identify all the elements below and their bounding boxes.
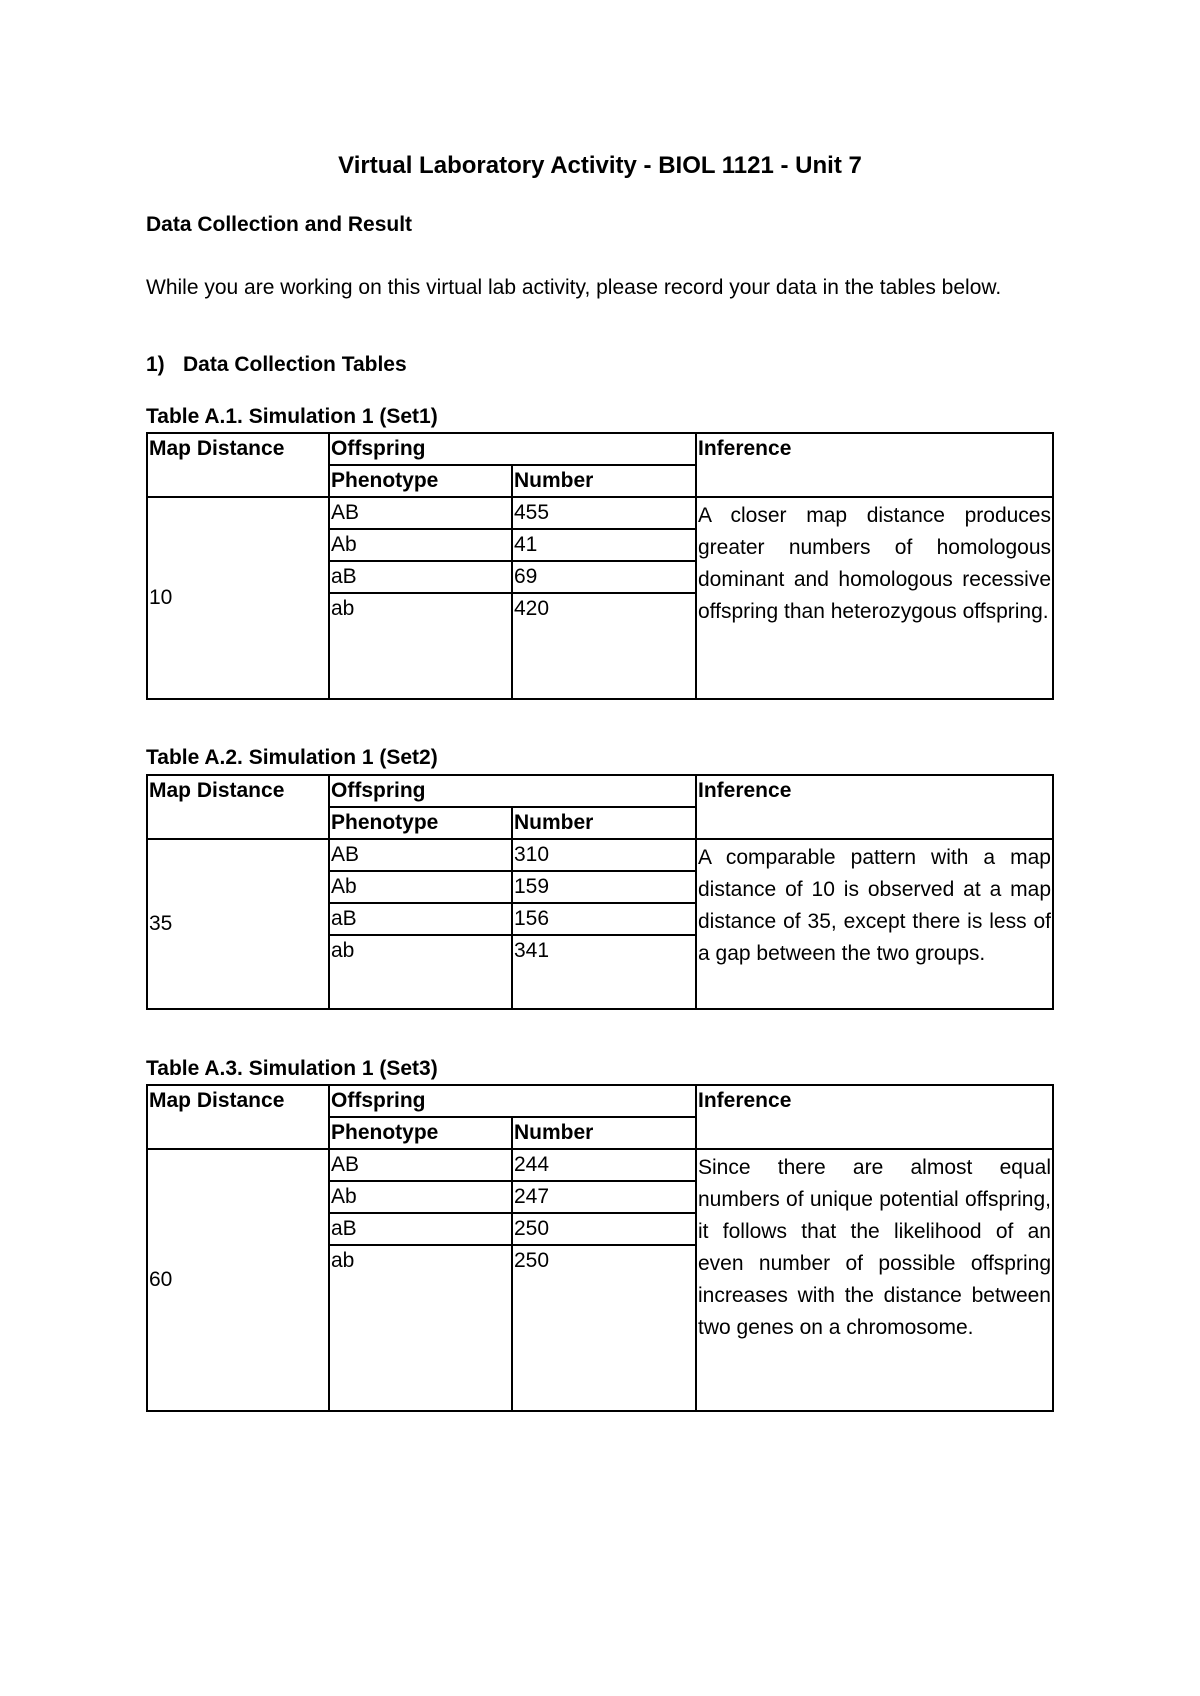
number-cell: 69 — [512, 561, 696, 593]
data-table-2 — [146, 774, 1054, 1010]
map-distance-header: Map Distance — [147, 775, 329, 839]
table-row — [147, 497, 1053, 529]
map-distance-value: 35 — [147, 839, 329, 1009]
inference-header: Inference — [696, 433, 1053, 497]
number-cell: 250 — [512, 1245, 696, 1411]
phenotype-cell: aB — [329, 1213, 512, 1245]
inference-text: Since there are almost equal numbers of unique potential offspring, it follows that the likelihood of an even number of possible offspring increases with the distance between two genes on a chromosome. — [696, 1149, 1053, 1411]
table-caption-2: Table A.2. Simulation 1 (Set2) — [146, 746, 438, 769]
subsection-heading — [146, 350, 407, 380]
table-row — [147, 839, 1053, 871]
number-cell: 244 — [512, 1149, 696, 1181]
number-cell: 455 — [512, 497, 696, 529]
phenotype-cell: AB — [329, 839, 512, 871]
phenotype-cell: aB — [329, 561, 512, 593]
number-header: Number — [512, 465, 696, 497]
table-row — [147, 1149, 1053, 1181]
number-cell: 159 — [512, 871, 696, 903]
phenotype-cell: AB — [329, 1149, 512, 1181]
inference-text: A closer map distance produces greater numbers of homologous dominant and homologous recessive offspring than heterozygous offspring. — [696, 497, 1053, 699]
offspring-header: Offspring — [329, 433, 696, 465]
map-distance-header: Map Distance — [147, 433, 329, 497]
number-cell: 250 — [512, 1213, 696, 1245]
inference-text: A comparable pattern with a map distance of 10 is observed at a map distance of 35, except there is less of a gap between the two groups. — [696, 839, 1053, 1009]
phenotype-cell: AB — [329, 497, 512, 529]
offspring-header: Offspring — [329, 775, 696, 807]
inference-header: Inference — [696, 1085, 1053, 1149]
number-cell: 247 — [512, 1181, 696, 1213]
number-header: Number — [512, 807, 696, 839]
phenotype-cell: ab — [329, 1245, 512, 1411]
number-header: Number — [512, 1117, 696, 1149]
subsection-number: 1) — [146, 353, 165, 376]
phenotype-cell: aB — [329, 903, 512, 935]
phenotype-header: Phenotype — [329, 807, 512, 839]
data-table-3 — [146, 1084, 1054, 1412]
map-distance-value: 10 — [147, 497, 329, 699]
offspring-header: Offspring — [329, 1085, 696, 1117]
number-cell: 420 — [512, 593, 696, 699]
number-cell: 341 — [512, 935, 696, 1009]
table-caption-1: Table A.1. Simulation 1 (Set1) — [146, 405, 438, 428]
phenotype-cell: Ab — [329, 1181, 512, 1213]
number-cell: 310 — [512, 839, 696, 871]
map-distance-value: 60 — [147, 1149, 329, 1411]
table-caption-3: Table A.3. Simulation 1 (Set3) — [146, 1057, 438, 1080]
phenotype-header: Phenotype — [329, 465, 512, 497]
section-heading: Data Collection and Result — [146, 213, 413, 236]
number-cell: 41 — [512, 529, 696, 561]
subsection-title: Data Collection Tables — [183, 353, 407, 376]
data-table-1 — [146, 432, 1054, 700]
number-cell: 156 — [512, 903, 696, 935]
phenotype-cell: Ab — [329, 529, 512, 561]
phenotype-cell: ab — [329, 593, 512, 699]
inference-header: Inference — [696, 775, 1053, 839]
phenotype-cell: ab — [329, 935, 512, 1009]
intro-paragraph: While you are working on this virtual lab activity, please record your data in the tables below. — [146, 276, 1002, 299]
map-distance-header: Map Distance — [147, 1085, 329, 1149]
phenotype-header: Phenotype — [329, 1117, 512, 1149]
phenotype-cell: Ab — [329, 871, 512, 903]
document-title: Virtual Laboratory Activity - BIOL 1121 - Unit 7 — [338, 152, 862, 179]
